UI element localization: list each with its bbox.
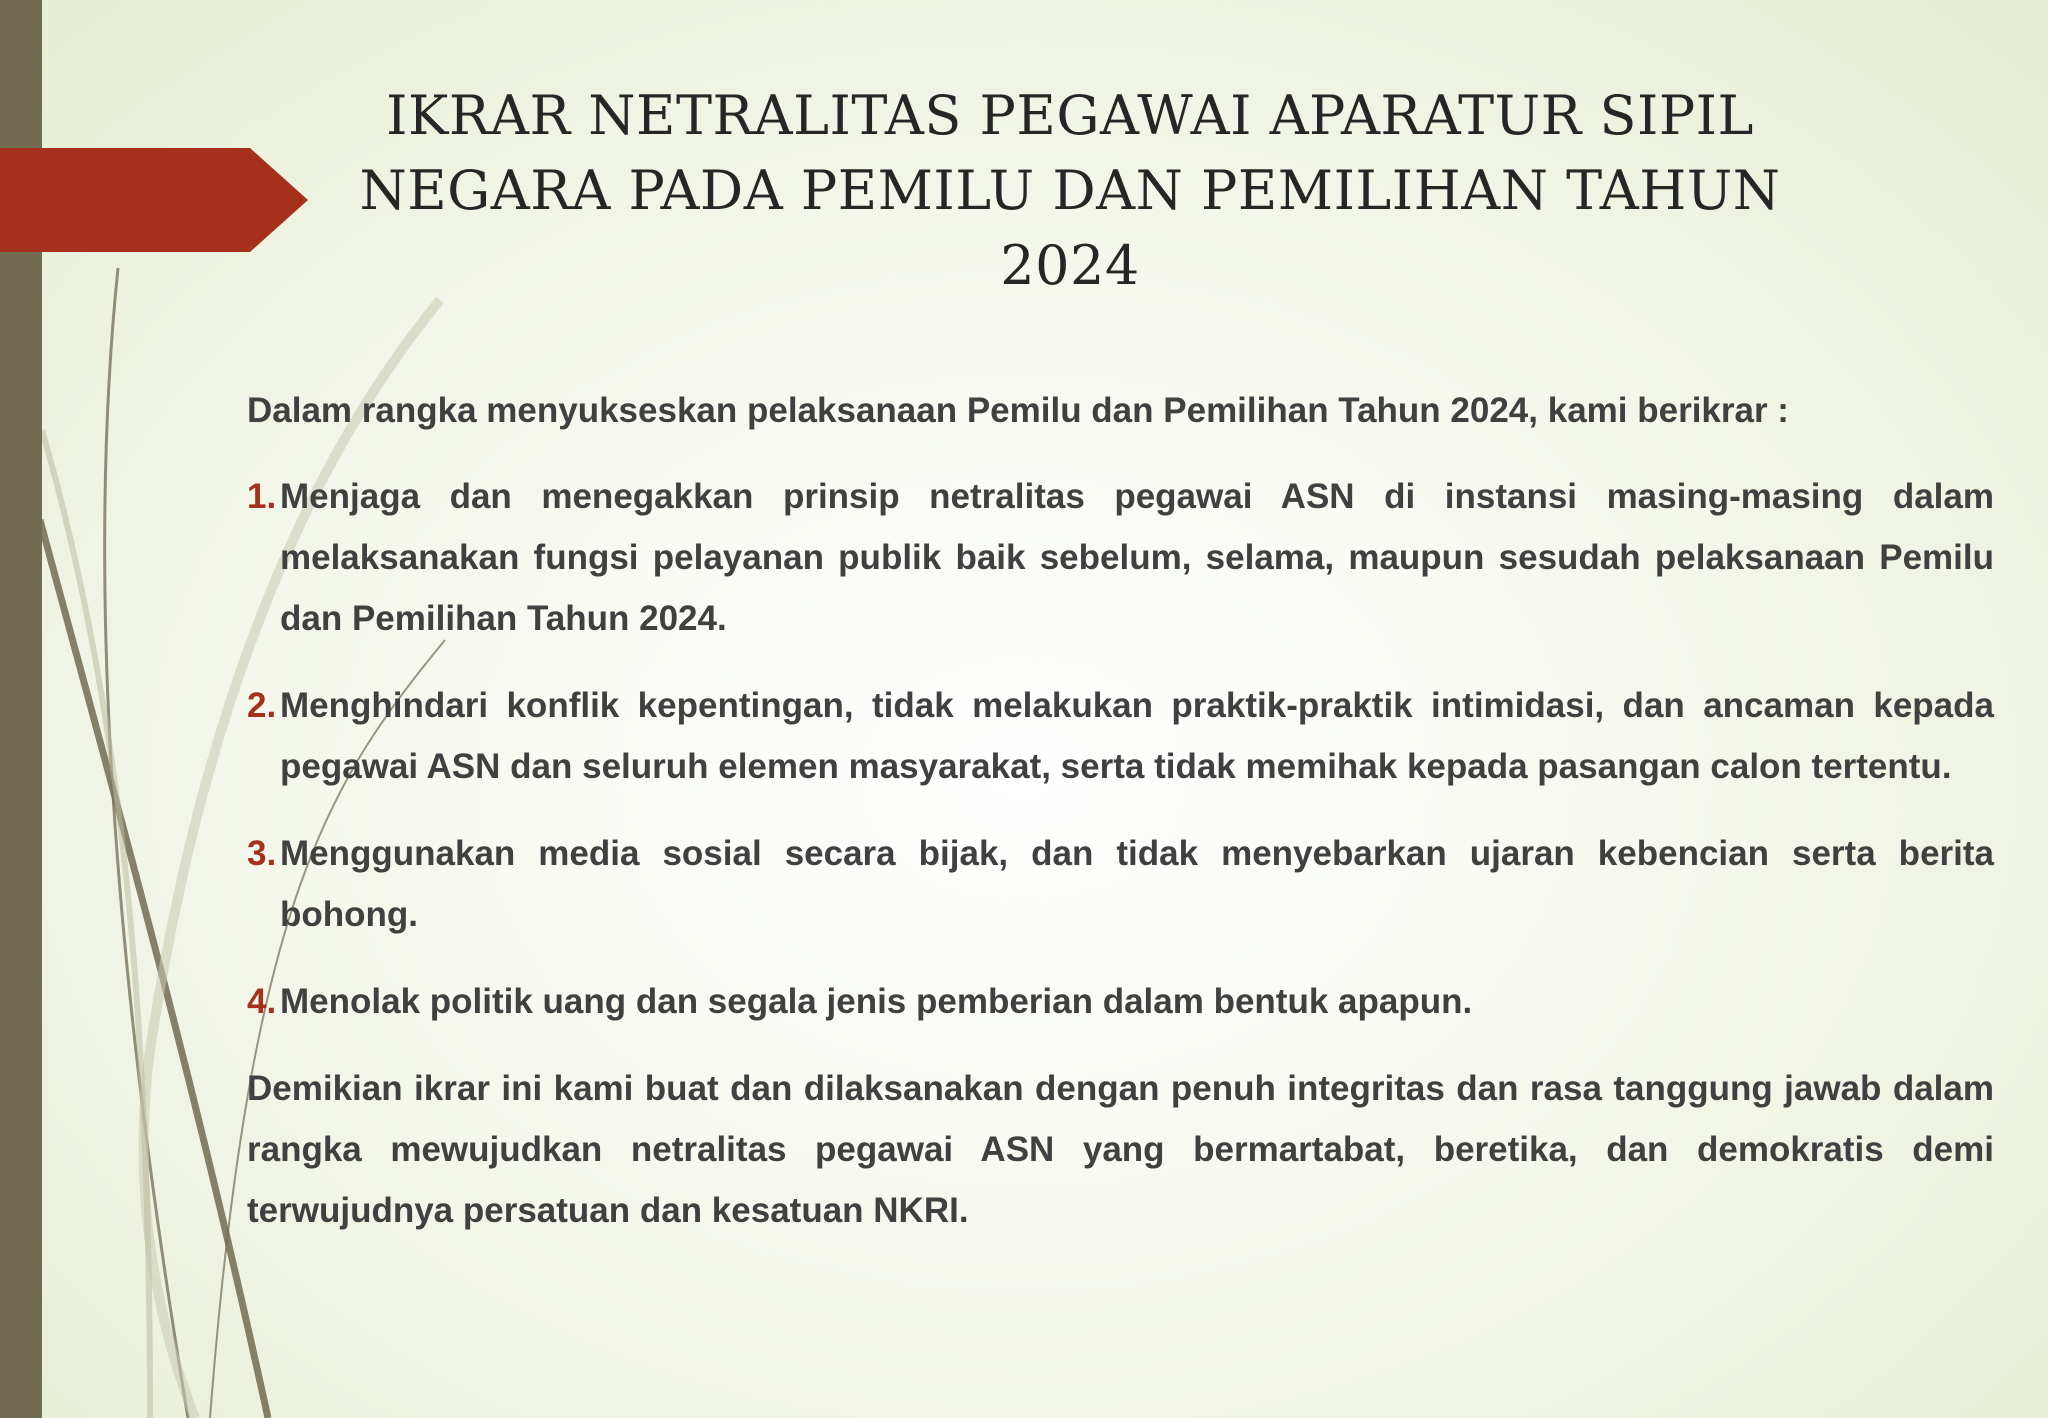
slide-body: [247, 380, 1994, 1241]
title-arrow-accent: [0, 148, 308, 252]
list-item-text: Menghindari konflik kepentingan, tidak melakukan praktik-praktik intimidasi, dan ancaman kepada pegawai ASN dan seluruh elemen masyarakat, serta tidak memihak kepada pasangan calon tertentu.: [280, 686, 1994, 786]
pledge-list: [247, 466, 1994, 1032]
list-item: [247, 675, 1994, 797]
list-number: 2.: [247, 686, 277, 725]
list-item-text: Menjaga dan menegakkan prinsip netralitas pegawai ASN di instansi masing-masing dalam melaksanakan fungsi pelayanan publik baik sebelum, selama, maupun sesudah pelaksanaan Pemilu dan Pemilihan Tahun 2024.: [280, 477, 1994, 638]
slide-title: IKRAR NETRALITAS PEGAWAI APARATUR SIPIL NEGARA PADA PEMILU DAN PEMILIHAN TAHUN 2024: [359, 84, 1781, 297]
list-item: [247, 466, 1994, 649]
list-number: 4.: [247, 982, 277, 1021]
intro-text: Dalam rangka menyukseskan pelaksanaan Pemilu dan Pemilihan Tahun 2024, kami berikrar :: [247, 391, 1789, 430]
list-item: [247, 823, 1994, 945]
list-item-text: Menggunakan media sosial secara bijak, dan tidak menyebarkan ujaran kebencian serta berita bohong.: [280, 834, 1994, 934]
list-number: 3.: [247, 834, 277, 873]
list-item: [247, 971, 1994, 1032]
list-number: 1.: [247, 477, 277, 516]
closing-text: Demikian ikrar ini kami buat dan dilaksanakan dengan penuh integritas dan rasa tanggung jawab dalam rangka mewujudkan netralitas pegawai ASN yang bermartabat, beretika, dan demokratis demi terwujudnya persatuan dan kesatuan NKRI.: [247, 1069, 1994, 1230]
list-item-text: Menolak politik uang dan segala jenis pemberian dalam bentuk apapun.: [280, 982, 1473, 1021]
